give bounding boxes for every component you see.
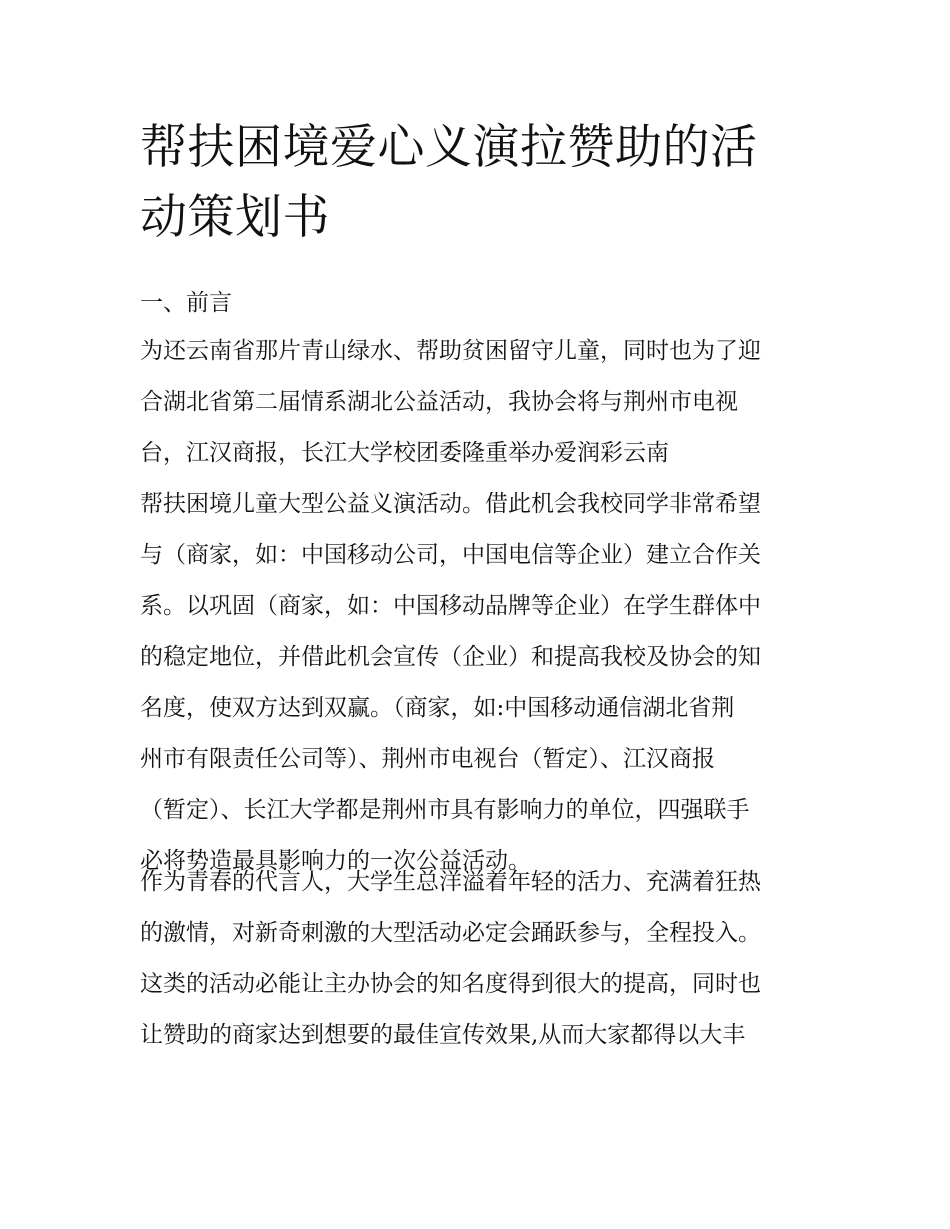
paragraph [140,326,830,887]
document-title [140,113,820,253]
text-line: 让赞助的商家达到想要的最佳宣传效果,从而大家都得以大丰 [140,1022,746,1048]
text-line: 的稳定地位，并借此机会宣传（企业）和提高我校及协会的知 [140,644,761,670]
text-line: 为还云南省那片青山绿水、帮助贫困留守儿童，同时也为了迎 [140,338,761,364]
text-line: 作为青春的代言人，大学生总洋溢着年轻的活力、充满着狂热 [140,869,761,895]
section-heading-preface: 一、前言 [140,290,232,316]
text-line: 必将势造最具影响力的一次公益活动。 [140,848,531,874]
text-line: 的激情，对新奇刺激的大型活动必定会踊跃参与，全程投入。 [140,920,761,946]
text-line: 合湖北省第二届情系湖北公益活动，我协会将与荆州市电视 [140,389,738,415]
text-line: 台，江汉商报，长江大学校团委隆重举办爱润彩云南 [140,440,669,466]
text-line: 系。以巩固（商家，如：中国移动品牌等企业）在学生群体中 [140,593,761,619]
text-line: 帮扶困境儿童大型公益义演活动。借此机会我校同学非常希望 [140,491,761,517]
title-line: 帮扶困境爱心义演拉赞助的活 [140,120,758,175]
text-line: 这类的活动必能让主办协会的知名度得到很大的提高，同时也 [140,971,761,997]
title-line: 动策划书 [140,190,330,245]
text-line: 与（商家，如：中国移动公司，中国电信等企业）建立合作关 [140,542,761,568]
text-line: 名度，使双方达到双赢。（商家，如:中国移动通信湖北省荆 [140,695,735,721]
paragraph [140,857,830,1061]
text-line: （暂定）、长江大学都是荆州市具有影响力的单位，四强联手 [140,797,750,823]
text-line: 州市有限责任公司等）、荆州市电视台（暂定）、江汉商报 [140,746,715,772]
